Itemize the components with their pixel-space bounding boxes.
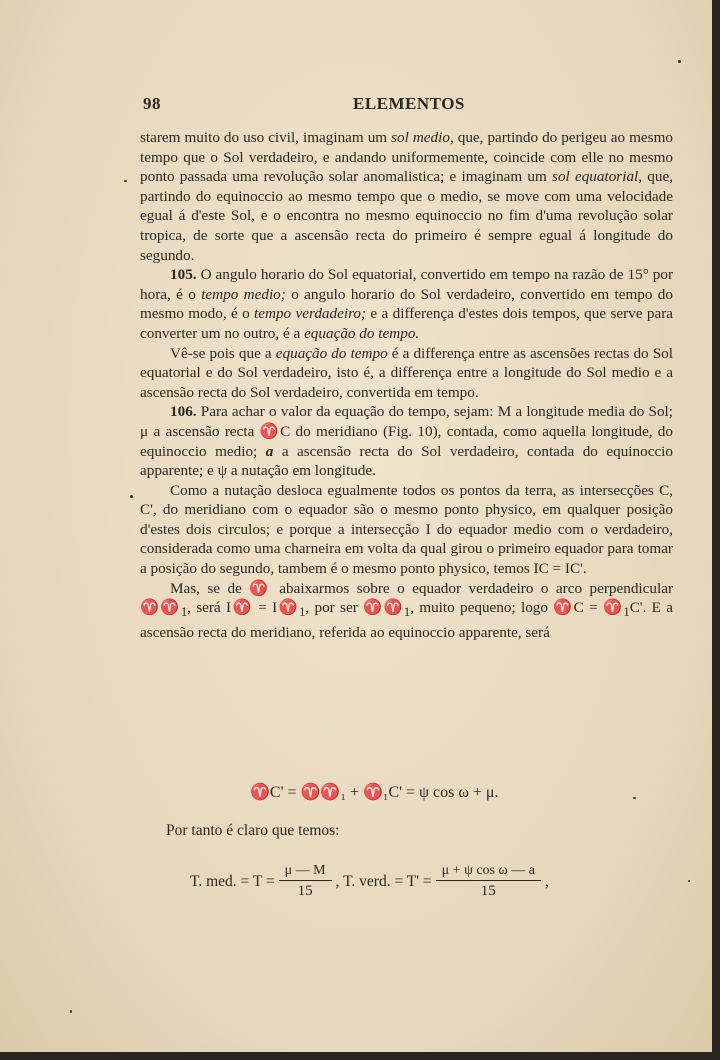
paragraph-106: 106. Para achar o valor da equação do tempo, sejam: M a longitude media do Sol; μ a ascensão recta ♈C do meridiano (Fig. 10), contada, como aquella longitude, do equinoccio medio; a a ascensão recta do Sol verdadeiro, contada do equinoccio apparente; e ψ a nutação em longitude.	[140, 403, 673, 480]
paragraph-105: 105. O angulo horario do Sol equatorial, convertido em tempo na razão de 15° por hora, é o tempo medio; o angulo horario do Sol verdadeiro, convertido em tempo do mesmo modo, é o tempo verdadeiro; e a differença d'estes dois tempos, que serve para converter um no outro, é a equação do tempo.	[140, 266, 673, 342]
conclusion-line: Por tanto é claro que temos:	[166, 822, 340, 839]
paper-speck	[678, 60, 681, 63]
paragraph-continuation: starem muito do uso civil, imaginam um sol medio, que, partindo do perigeu ao mesmo tempo que o Sol verdadeiro, e andando uniformemente, coincide com elle no mesmo ponto passada uma revolução solar anomalistica; e imaginam um sol equatorial, que, partindo do equinoccio ao mesmo tempo que o medio, se move com uma velocidade egual á d'este Sol, e o encontra no mesmo equinoccio no fim d'uma revolução solar tropica, de sorte que a ascensão recta do primeiro é sempre egual á longitude do segundo.	[140, 129, 673, 264]
fraction-denominator: 15	[480, 883, 496, 899]
page-header	[143, 94, 672, 118]
running-title: ELEMENTOS	[353, 94, 465, 113]
formula-separator: , T. verd. = T' =	[335, 872, 432, 890]
paper-speck	[130, 495, 133, 498]
paragraph-nutacao: Como a nutação desloca egualmente todos os pontos da terra, as intersecções C, C', do meridiano com o equador são o mesmo ponto physico, em qualquer posição d'estes dois circulos; e porque a intersecção I do equador medio com o verdadeiro, considerada como uma charneira em volta da qual girou o primeiro equador para tomar a posição do segundo, tambem é o mesmo ponto physico, temos IC = IC'.	[140, 481, 673, 578]
fraction-numerator: μ — M	[279, 862, 332, 881]
fraction-denominator: 15	[297, 883, 313, 899]
fraction-mean-time	[279, 862, 332, 901]
fraction-true-time	[436, 862, 541, 901]
equation-time	[190, 862, 549, 901]
paper-speck	[633, 797, 636, 799]
paper-speck	[124, 180, 127, 182]
equation-ascension: ♈C' = ♈♈₁ + ♈₁C' = ψ cos ω + μ.	[250, 784, 499, 801]
section-number-105: 105.	[170, 266, 197, 284]
paper-speck	[70, 1010, 72, 1013]
formula-left-prefix: T. med. = T =	[190, 872, 275, 890]
body-text	[140, 128, 673, 642]
paper-speck	[688, 880, 690, 882]
paragraph-ve-se: Vê-se pois que a equação do tempo é a differença entre as ascensões rectas do Sol equatorial e do Sol verdadeiro, isto é, a differença entre a longitude do Sol medio e a ascensão recta do Sol verdadeiro, convertida em tempo.	[140, 344, 673, 401]
paragraph-mas: Mas, se de ♈ abaixarmos sobre o equador verdadeiro o arco perpendicular $♈♈_1$, será I♈ = $I♈_1$, por ser $♈♈_1$, muito pequeno; logo ♈C = $♈_1C'$. E a ascensão recta do meridiano, referida ao equinoccio apparente, será	[140, 579, 673, 641]
fraction-numerator: μ + ψ cos ω — a	[436, 862, 541, 881]
page-number: 98	[143, 94, 161, 113]
section-number-106: 106.	[170, 403, 197, 421]
formula-trailing: ,	[544, 872, 549, 890]
